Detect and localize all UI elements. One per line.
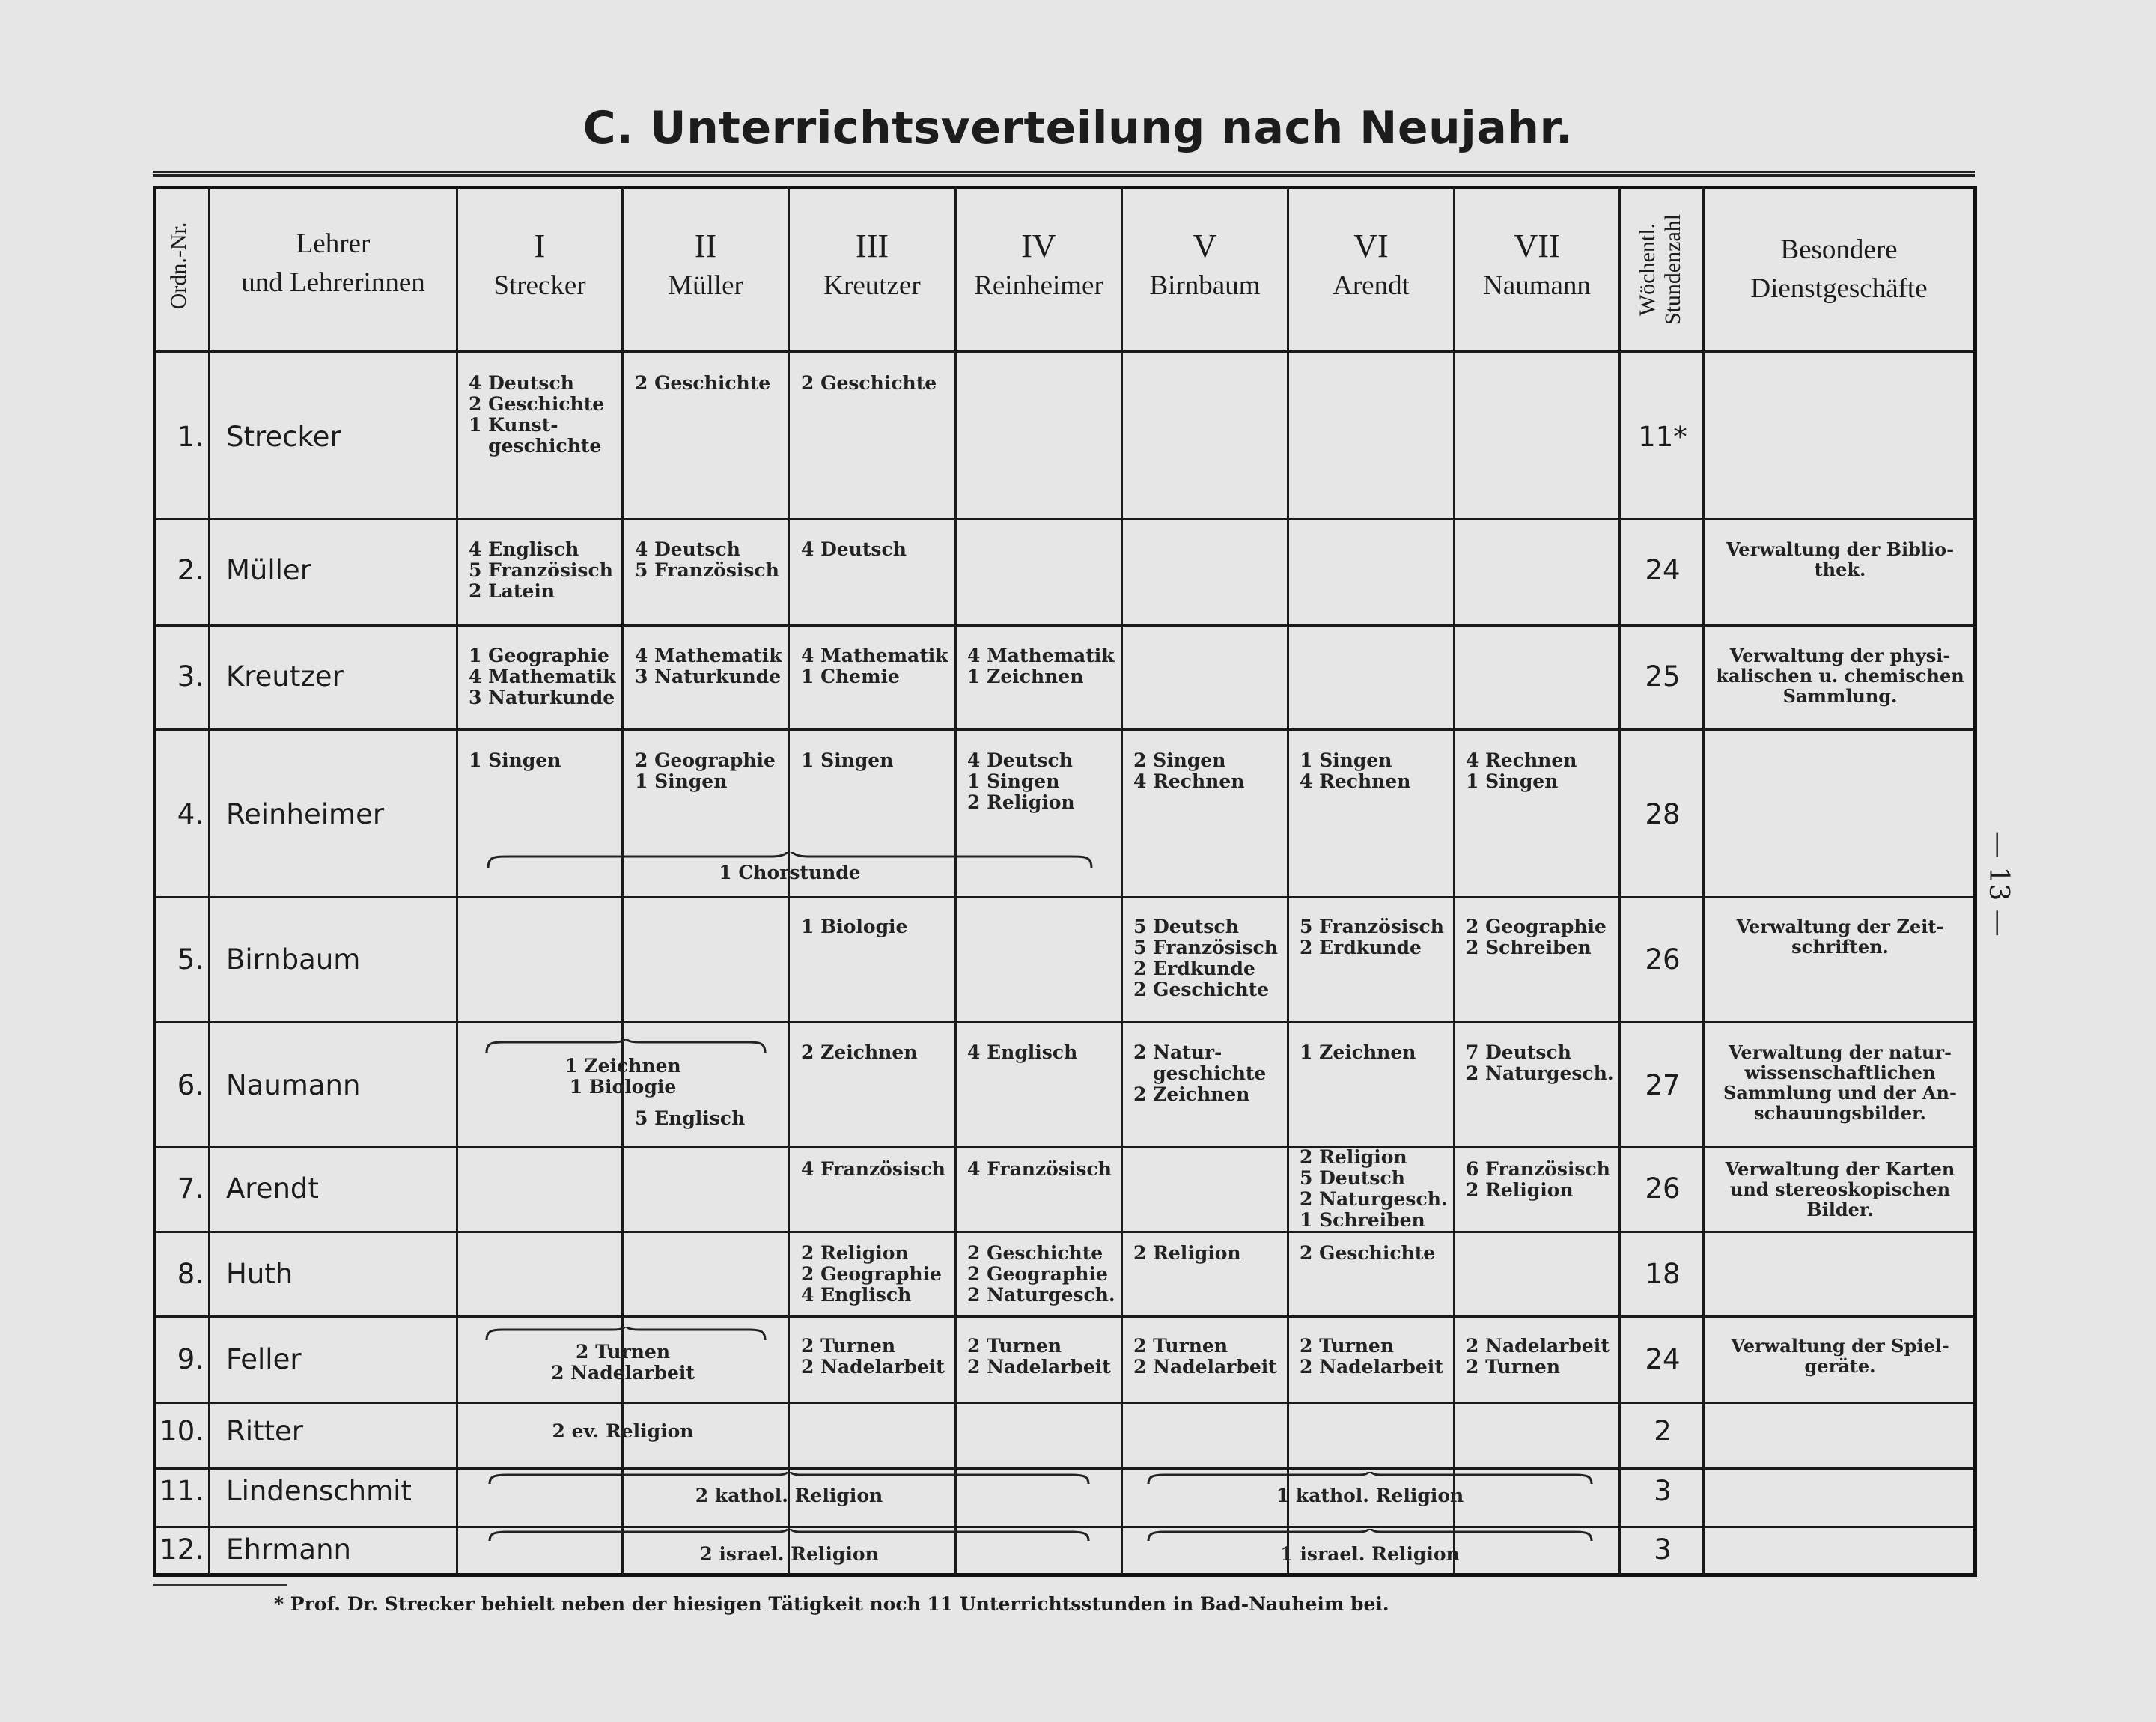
span-label: 1 kathol. Religion: [1276, 1485, 1464, 1506]
weekly-hours: 18: [1645, 1258, 1681, 1290]
class-roman: VII: [1514, 228, 1560, 264]
lesson-cell: 2 Geschichte: [635, 372, 771, 394]
footnote: * Prof. Dr. Strecker behielt neben der hiesigen Tätigkeit noch 11 Unterrichtsstunden in Bad-Nauheim bei.: [274, 1593, 1389, 1615]
page-number: — 13 —: [1983, 831, 2014, 937]
span-label: 2 Turnen 2 Nadelarbeit: [551, 1341, 695, 1384]
class-teacher: Birnbaum: [1149, 270, 1261, 301]
weekly-hours: 11*: [1638, 421, 1687, 453]
page-title: C. Unterrichtsverteilung nach Neujahr.: [582, 102, 1574, 154]
lesson-cell: 2 Religion 2 Geographie 4 Englisch: [801, 1242, 942, 1306]
col-rule: [1287, 186, 1289, 1575]
teacher-name: Birnbaum: [226, 943, 361, 976]
weekly-hours: 27: [1645, 1069, 1681, 1101]
header-rule: [153, 350, 1975, 353]
lesson-cell: 7 Deutsch 2 Naturgesch.: [1466, 1041, 1614, 1084]
class-roman: VI: [1353, 228, 1389, 264]
row-rule: [153, 624, 1975, 627]
row-rule: [153, 896, 1975, 898]
duty-text: Verwaltung der Spiel- geräte.: [1731, 1335, 1949, 1377]
lesson-cell: 5 Deutsch 5 Französisch 2 Erdkunde 2 Geschichte: [1133, 916, 1278, 1000]
weekly-hours: 28: [1645, 798, 1681, 830]
header-class-2: [624, 226, 788, 305]
header-teachers: [210, 225, 456, 302]
class-roman: V: [1193, 228, 1217, 264]
weekly-hours: 26: [1645, 1172, 1681, 1205]
weekly-hours: 24: [1645, 1343, 1681, 1375]
duty-text: Verwaltung der physi- kalischen u. chemischen Sammlung.: [1716, 645, 1964, 707]
header-hours: [1635, 195, 1686, 344]
class-teacher: Naumann: [1483, 270, 1591, 301]
lesson-cell: 2 Natur- geschichte 2 Zeichnen: [1133, 1041, 1267, 1105]
header-class-4: [957, 226, 1121, 305]
duty-text: Verwaltung der Biblio- thek.: [1726, 538, 1955, 580]
row-rule: [153, 1402, 1975, 1404]
span-brace: [485, 1039, 767, 1056]
class-teacher: Reinheimer: [974, 270, 1103, 301]
lesson-cell: 2 Turnen 2 Nadelarbeit: [1133, 1335, 1277, 1378]
teacher-name: Kreutzer: [226, 660, 344, 693]
class-teacher: Kreutzer: [823, 270, 921, 301]
span-label: 1 israel. Religion: [1280, 1543, 1460, 1565]
row-number: 1.: [177, 421, 204, 453]
header-class-1: [458, 226, 621, 305]
row-rule: [153, 1467, 1975, 1470]
header-teachers-line1: Lehrer: [296, 228, 371, 259]
lesson-cell: 4 Deutsch 2 Geschichte 1 Kunst- geschichte: [469, 372, 605, 457]
lesson-cell: 1 Zeichnen: [1300, 1041, 1416, 1063]
lesson-cell: 2 Geographie 2 Schreiben: [1466, 916, 1607, 958]
weekly-hours: 26: [1645, 943, 1681, 976]
footnote-rule: [153, 1584, 287, 1586]
lesson-cell: 2 Nadelarbeit 2 Turnen: [1466, 1335, 1610, 1378]
lesson-cell: 4 Mathematik 1 Chemie: [801, 645, 948, 687]
lesson-cell: 1 Singen 4 Rechnen: [1300, 749, 1411, 792]
row-rule: [153, 1021, 1975, 1023]
teacher-name: Ritter: [226, 1415, 303, 1447]
header-class-7: [1455, 226, 1618, 305]
lesson-cell: 4 Französisch: [801, 1158, 945, 1180]
teacher-name: Strecker: [226, 421, 341, 453]
row-rule: [153, 1315, 1975, 1318]
span-label: 1 Zeichnen 1 Biologie: [564, 1055, 681, 1098]
lesson-cell: 4 Deutsch: [801, 538, 907, 560]
lesson-cell: 1 Biologie: [801, 916, 908, 937]
row-number: 12.: [159, 1533, 204, 1566]
weekly-hours: 3: [1654, 1533, 1672, 1566]
col-rule: [1453, 186, 1455, 1575]
teacher-name: Feller: [226, 1343, 302, 1375]
lesson-cell: 4 Mathematik 3 Naturkunde: [635, 645, 782, 687]
duty-text: Verwaltung der Zeit- schriften.: [1736, 916, 1944, 958]
span-brace: [488, 1529, 1090, 1544]
table-border-bottom: [153, 1573, 1975, 1577]
lesson-cell: 4 Deutsch 5 Französisch: [635, 538, 779, 581]
class-roman: II: [694, 228, 717, 264]
row-number: 3.: [177, 660, 204, 693]
row-number: 4.: [177, 798, 204, 830]
class-teacher: Arendt: [1333, 270, 1410, 301]
lesson-cell: 2 Religion 5 Deutsch 2 Naturgesch. 1 Schreiben: [1300, 1146, 1448, 1231]
teacher-name: Arendt: [226, 1172, 319, 1205]
header-class-3: [790, 226, 954, 305]
header-teachers-line2: und Lehrerinnen: [241, 267, 425, 298]
header-duties-line2: Dienstgeschäfte: [1750, 273, 1928, 304]
header-duties: [1705, 231, 1973, 308]
row-number: 5.: [177, 943, 204, 976]
lesson-cell: 2 Geschichte 2 Geographie 2 Naturgesch.: [967, 1242, 1115, 1306]
teacher-name: Lindenschmit: [226, 1475, 412, 1507]
lesson-cell: 2 Turnen 2 Nadelarbeit: [967, 1335, 1111, 1378]
weekly-hours: 3: [1654, 1475, 1672, 1507]
class-roman: III: [856, 228, 889, 264]
lesson-cell: 4 Mathematik 1 Zeichnen: [967, 645, 1115, 687]
lesson-cell: 2 Singen 4 Rechnen: [1133, 749, 1245, 792]
teacher-name: Müller: [226, 554, 311, 586]
row-rule: [153, 518, 1975, 520]
class-teacher: Strecker: [493, 270, 586, 301]
span-label: 2 israel. Religion: [699, 1543, 879, 1565]
duty-text: Verwaltung der Karten und stereoskopischen Bilder.: [1725, 1158, 1955, 1220]
lesson-cell: 1 Singen: [801, 749, 894, 771]
lesson-cell: 2 Religion: [1133, 1242, 1241, 1264]
row-number: 2.: [177, 554, 204, 586]
header-hours-line2: Stundenzahl: [1660, 213, 1685, 326]
lesson-cell: 5 Englisch: [635, 1107, 746, 1129]
lesson-cell: 4 Englisch: [967, 1041, 1078, 1063]
weekly-hours: 25: [1645, 660, 1681, 693]
row-number: 7.: [177, 1172, 204, 1205]
weekly-hours: 2: [1654, 1415, 1672, 1447]
lesson-cell: 2 Zeichnen: [801, 1041, 918, 1063]
lesson-cell: 4 Deutsch 1 Singen 2 Religion: [967, 749, 1075, 813]
table-border-top: [153, 186, 1975, 189]
row-rule: [153, 1231, 1975, 1233]
teacher-name: Ehrmann: [226, 1533, 352, 1566]
span-label: 2 ev. Religion: [552, 1420, 694, 1442]
row-number: 11.: [159, 1475, 204, 1507]
duty-text: Verwaltung der natur- wissenschaftlichen Sammlung und der An- schauungsbilder.: [1723, 1041, 1957, 1124]
row-number: 9.: [177, 1343, 204, 1375]
header-hours-line1: Wöchentl.: [1635, 222, 1660, 317]
class-roman: IV: [1021, 228, 1056, 264]
header-ord-nr: Ordn.-Nr.: [166, 222, 191, 310]
lesson-cell: 2 Geschichte: [1300, 1242, 1436, 1264]
header-class-5: [1123, 226, 1287, 305]
lesson-cell: 4 Französisch: [967, 1158, 1112, 1180]
lesson-cell: 2 Turnen 2 Nadelarbeit: [1300, 1335, 1443, 1378]
class-roman: I: [534, 228, 546, 264]
lesson-cell: 6 Französisch 2 Religion: [1466, 1158, 1610, 1201]
row-number: 6.: [177, 1069, 204, 1101]
lesson-cell: 2 Geographie 1 Singen: [635, 749, 776, 792]
lesson-cell: 1 Geographie 4 Mathematik 3 Naturkunde: [469, 645, 616, 708]
teacher-name: Huth: [226, 1258, 293, 1290]
lesson-cell: 4 Englisch 5 Französisch 2 Latein: [469, 538, 613, 602]
lesson-cell: 2 Geschichte: [801, 372, 937, 394]
col-rule: [208, 186, 210, 1575]
header-duties-line1: Besondere: [1780, 234, 1898, 265]
span-label: 1 Chorstunde: [719, 862, 861, 883]
class-teacher: Müller: [668, 270, 743, 301]
lesson-cell: 2 Turnen 2 Nadelarbeit: [801, 1335, 945, 1378]
teacher-name: Reinheimer: [226, 798, 385, 830]
row-rule: [153, 1146, 1975, 1148]
col-rule: [1121, 186, 1123, 1575]
row-rule: [153, 1526, 1975, 1528]
row-number: 8.: [177, 1258, 204, 1290]
span-label: 2 kathol. Religion: [695, 1485, 883, 1506]
weekly-hours: 24: [1645, 554, 1681, 586]
span-brace: [1147, 1529, 1593, 1544]
lesson-cell: 5 Französisch 2 Erdkunde: [1300, 916, 1444, 958]
row-number: 10.: [159, 1415, 204, 1447]
header-class-6: [1289, 226, 1453, 305]
teacher-name: Naumann: [226, 1069, 361, 1101]
lesson-cell: 1 Singen: [469, 749, 561, 771]
row-rule: [153, 728, 1975, 731]
lesson-cell: 4 Rechnen 1 Singen: [1466, 749, 1577, 792]
